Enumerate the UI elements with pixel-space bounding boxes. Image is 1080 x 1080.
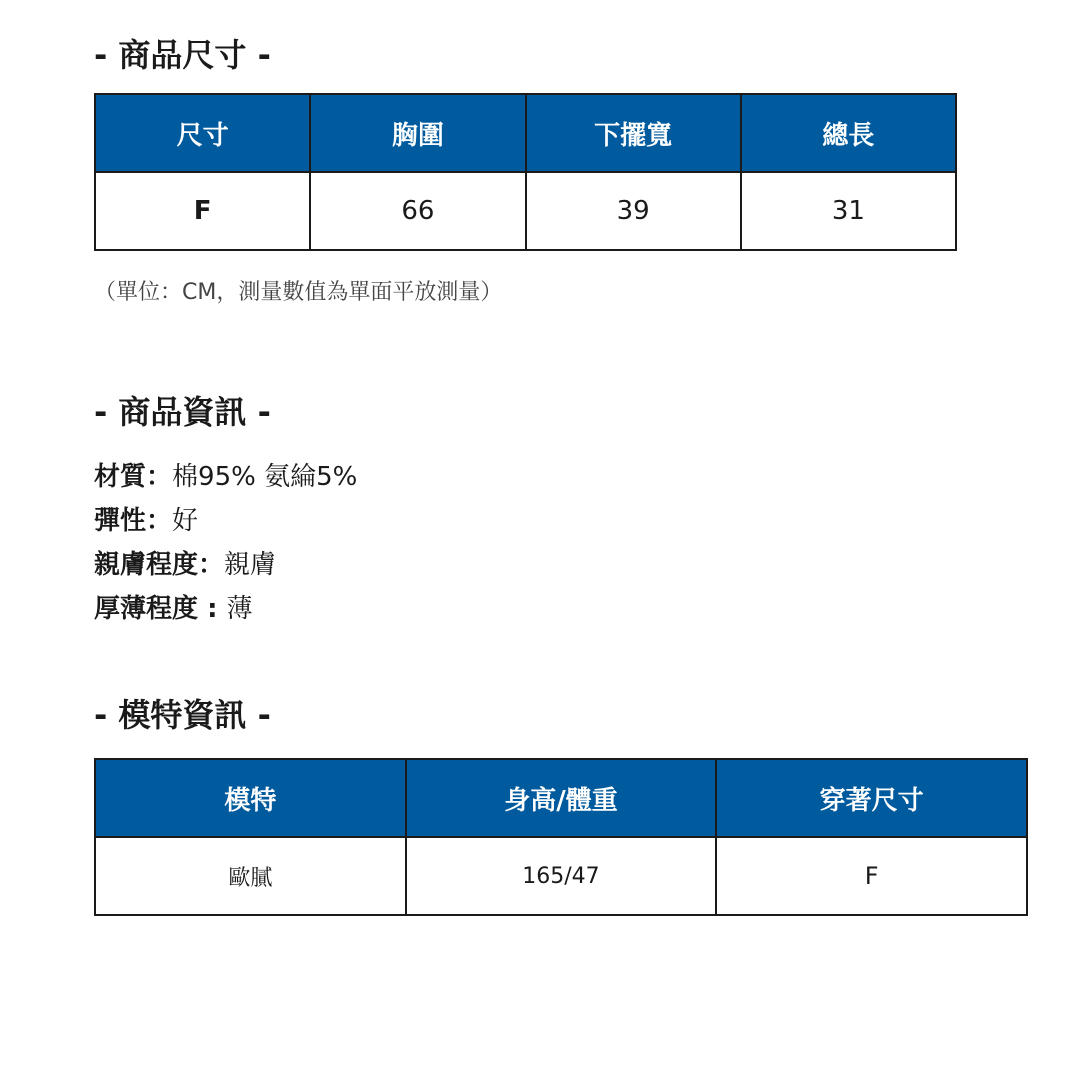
model-section-title: - 模特資訊 - (94, 696, 271, 734)
info-separator: : (198, 594, 227, 624)
size-header-chest: 胸圍 (310, 94, 525, 172)
model-header-height-weight: 身高/體重 (406, 759, 717, 837)
model-cell-name: 歐膩 (95, 837, 406, 915)
size-cell-size: F (95, 172, 310, 250)
info-value: 薄 (226, 594, 253, 624)
size-section-title: - 商品尺寸 - (94, 36, 271, 74)
info-item-material (94, 455, 357, 499)
info-label: 厚薄程度 (94, 594, 199, 624)
size-header-size: 尺寸 (95, 94, 310, 172)
model-header-model: 模特 (95, 759, 406, 837)
measurement-note: （單位：CM，測量數值為單面平放測量） (94, 280, 503, 305)
size-header-length: 總長 (741, 94, 956, 172)
info-label: 親膚程度 (94, 550, 199, 580)
model-table-header-row (95, 759, 1027, 837)
model-table-row (95, 837, 1027, 915)
info-section-title: - 商品資訊 - (94, 393, 271, 431)
size-cell-chest: 66 (310, 172, 525, 250)
info-value: 好 (172, 506, 199, 536)
model-header-worn-size: 穿著尺寸 (716, 759, 1027, 837)
info-separator: ： (146, 506, 173, 536)
info-item-elasticity (94, 499, 357, 543)
info-value: 親膚 (224, 550, 277, 580)
size-table-row (95, 172, 956, 250)
model-table (94, 758, 1028, 916)
info-separator: ： (146, 462, 173, 492)
model-cell-height-weight: 165/47 (406, 837, 717, 915)
size-header-hem-width: 下擺寬 (526, 94, 741, 172)
product-info-list (94, 455, 357, 631)
info-label: 材質 (94, 462, 147, 492)
info-value: 棉95% 氨綸5% (172, 462, 358, 492)
model-cell-worn-size: F (716, 837, 1027, 915)
size-cell-length: 31 (741, 172, 956, 250)
size-table (94, 93, 957, 251)
size-table-header-row (95, 94, 956, 172)
info-item-skin-friendliness (94, 543, 357, 587)
info-separator: ： (198, 550, 225, 580)
info-label: 彈性 (94, 506, 147, 536)
size-cell-hem-width: 39 (526, 172, 741, 250)
info-item-thickness (94, 587, 357, 631)
